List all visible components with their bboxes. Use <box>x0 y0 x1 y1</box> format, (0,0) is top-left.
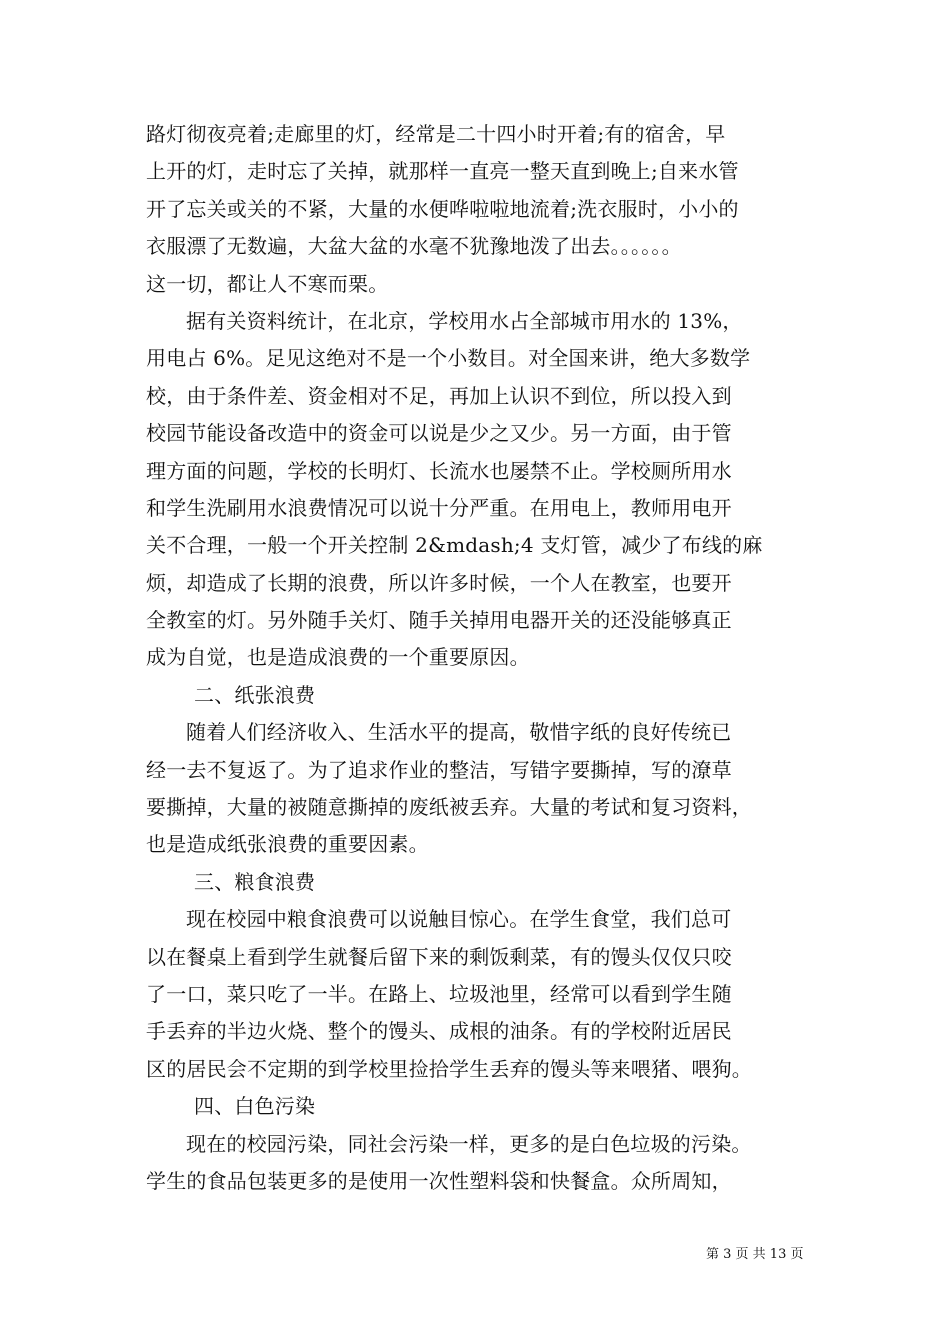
text-line: 随着人们经济收入、生活水平的提高，敬惜字纸的良好传统已 <box>186 720 732 745</box>
text-line: 路灯彻夜亮着;走廊里的灯，经常是二十四小时开着;有的宿舍，早 <box>146 122 726 146</box>
text-line: 和学生洗刷用水浪费情况可以说十分严重。在用电上，教师用电开 <box>146 495 732 520</box>
text-line: 衣服漂了无数遍，大盆大盆的水毫不犹豫地泼了出去。。。。。。 <box>146 234 682 259</box>
text-line: 烦，却造成了长期的浪费，所以许多时候，一个人在教室，也要开 <box>146 570 732 595</box>
section-heading: 二、纸张浪费 <box>194 682 316 707</box>
text-line: 学生的食品包装更多的是使用一次性塑料袋和快餐盒。众所周知， <box>146 1168 732 1193</box>
text-line: 也是造成纸张浪费的重要因素。 <box>146 832 429 857</box>
text-line: 校，由于条件差、资金相对不足，再加上认识不到位，所以投入到 <box>146 383 732 408</box>
page-number: 第 3 页 共 13 页 <box>706 1247 804 1262</box>
text-line: 上开的灯，走时忘了关掉，就那样一直亮一整天直到晚上;自来水管 <box>146 159 739 184</box>
text-line: 经一去不复返了。为了追求作业的整洁，写错字要撕掉，写的潦草 <box>146 757 732 782</box>
section-heading: 三、粮食浪费 <box>194 869 316 894</box>
text-line: 了一口，菜只吃了一半。在路上、垃圾池里，经常可以看到学生随 <box>146 981 732 1006</box>
document-body <box>146 116 808 1200</box>
text-line: 理方面的问题，学校的长明灯、长流水也屡禁不止。学校厕所用水 <box>146 458 732 483</box>
text-line: 校园节能设备改造中的资金可以说是少之又少。另一方面，由于管 <box>146 421 732 446</box>
text-line: 要撕掉，大量的被随意撕掉的废纸被丢弃。大量的考试和复习资料， <box>146 795 752 820</box>
text-line: 成为自觉，也是造成浪费的一个重要原因。 <box>146 645 530 670</box>
text-line: 现在校园中粮食浪费可以说触目惊心。在学生食堂，我们总可 <box>186 907 732 932</box>
text-line: 这一切，都让人不寒而栗。 <box>146 271 389 296</box>
text-line: 区的居民会不定期的到学校里捡拾学生丢弃的馒头等来喂猪、喂狗。 <box>146 1056 752 1081</box>
text-line: 关不合理，一般一个开关控制 2&mdash;4 支灯管，减少了布线的麻 <box>146 533 763 558</box>
text-line: 以在餐桌上看到学生就餐后留下来的剩饭剩菜，有的馒头仅仅只咬 <box>146 944 732 969</box>
text-line: 用电占 6%。足见这绝对不是一个小数目。对全国来讲，绝大多数学 <box>146 346 751 371</box>
text-line: 开了忘关或关的不紧，大量的水便哗啦啦地流着;洗衣服时，小小的 <box>146 196 739 221</box>
text-line: 手丢弃的半边火烧、整个的馒头、成根的油条。有的学校附近居民 <box>146 1019 732 1044</box>
text-line: 全教室的灯。另外随手关灯、随手关掉用电器开关的还没能够真正 <box>146 608 732 633</box>
text-line: 据有关资料统计，在北京，学校用水占全部城市用水的 13%， <box>186 308 743 333</box>
text-line: 现在的校园污染，同社会污染一样，更多的是白色垃圾的污染。 <box>186 1131 752 1156</box>
section-heading: 四、白色污染 <box>194 1094 316 1119</box>
